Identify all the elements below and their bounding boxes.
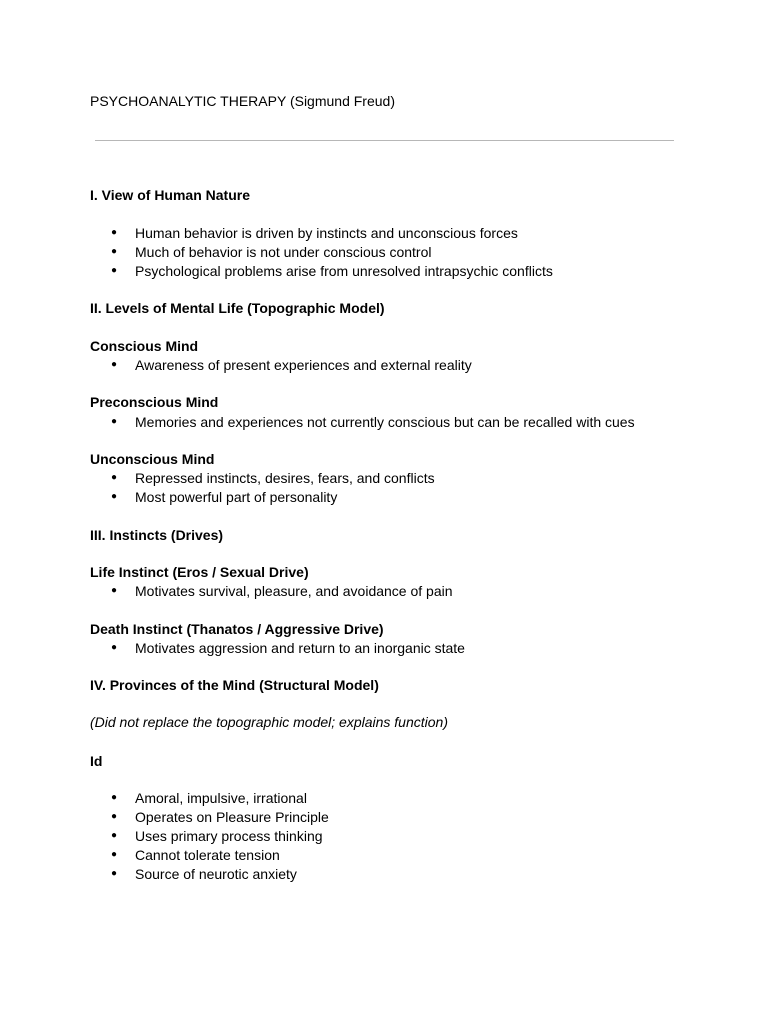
- list-item: [111, 356, 472, 374]
- bullet-icon: ●: [111, 849, 118, 860]
- list-item: [111, 789, 307, 807]
- list-item: [111, 224, 518, 242]
- bullet-icon: ●: [111, 472, 118, 483]
- subheading-life-instinct: Life Instinct (Eros / Sexual Drive): [90, 564, 309, 580]
- list-item: [111, 808, 329, 826]
- horizontal-rule: [95, 140, 674, 141]
- bullet-icon: ●: [111, 792, 118, 803]
- list-item-text: Memories and experiences not currently conscious but can be recalled with cues: [135, 414, 635, 430]
- list-item: [111, 488, 337, 506]
- bullet-icon: ●: [111, 265, 118, 276]
- document-title: PSYCHOANALYTIC THERAPY (Sigmund Freud): [90, 93, 395, 109]
- list-item: [111, 413, 635, 431]
- bullet-icon: ●: [111, 642, 118, 653]
- list-item-text: Operates on Pleasure Principle: [135, 809, 329, 825]
- subheading-id: Id: [90, 753, 103, 769]
- list-item: [111, 846, 280, 864]
- list-item-text: Uses primary process thinking: [135, 828, 323, 844]
- list-item-text: Motivates survival, pleasure, and avoidance of pain: [135, 583, 453, 599]
- list-item: [111, 469, 435, 487]
- section-heading-provinces-of-the-mind: IV. Provinces of the Mind (Structural Model): [90, 677, 379, 693]
- list-item-text: Most powerful part of personality: [135, 489, 338, 505]
- bullet-icon: ●: [111, 227, 118, 238]
- list-item-text: Awareness of present experiences and external reality: [135, 357, 472, 373]
- list-item-text: Amoral, impulsive, irrational: [135, 790, 307, 806]
- list-item: [111, 865, 297, 883]
- subheading-conscious-mind: Conscious Mind: [90, 338, 199, 354]
- list-item-text: Motivates aggression and return to an inorganic state: [135, 640, 465, 656]
- bullet-icon: ●: [111, 868, 118, 879]
- section-heading-levels-of-mental-life: II. Levels of Mental Life (Topographic Model): [90, 300, 385, 316]
- subheading-preconscious-mind: Preconscious Mind: [90, 394, 219, 410]
- list-item: [111, 582, 453, 600]
- section-heading-instincts: III. Instincts (Drives): [90, 527, 224, 543]
- bullet-icon: ●: [111, 811, 118, 822]
- bullet-icon: ●: [111, 246, 118, 257]
- bullet-icon: ●: [111, 416, 118, 427]
- list-item-text: Human behavior is driven by instincts and unconscious forces: [135, 225, 518, 241]
- bullet-icon: ●: [111, 359, 118, 370]
- list-item-text: Source of neurotic anxiety: [135, 866, 297, 882]
- list-item-text: Psychological problems arise from unresolved intrapsychic conflicts: [135, 263, 553, 279]
- section-heading-view-of-human-nature: I. View of Human Nature: [90, 187, 250, 203]
- list-item-text: Repressed instincts, desires, fears, and conflicts: [135, 470, 435, 486]
- list-item-text: Much of behavior is not under conscious control: [135, 244, 432, 260]
- subheading-unconscious-mind: Unconscious Mind: [90, 451, 215, 467]
- list-item: [111, 827, 323, 845]
- bullet-icon: ●: [111, 491, 118, 502]
- section-note: (Did not replace the topographic model; explains function): [90, 714, 448, 730]
- bullet-icon: ●: [111, 585, 118, 596]
- list-item: [111, 639, 465, 657]
- list-item: [111, 243, 432, 261]
- list-item-text: Cannot tolerate tension: [135, 847, 280, 863]
- bullet-icon: ●: [111, 830, 118, 841]
- list-item: [111, 262, 553, 280]
- subheading-death-instinct: Death Instinct (Thanatos / Aggressive Drive): [90, 621, 384, 637]
